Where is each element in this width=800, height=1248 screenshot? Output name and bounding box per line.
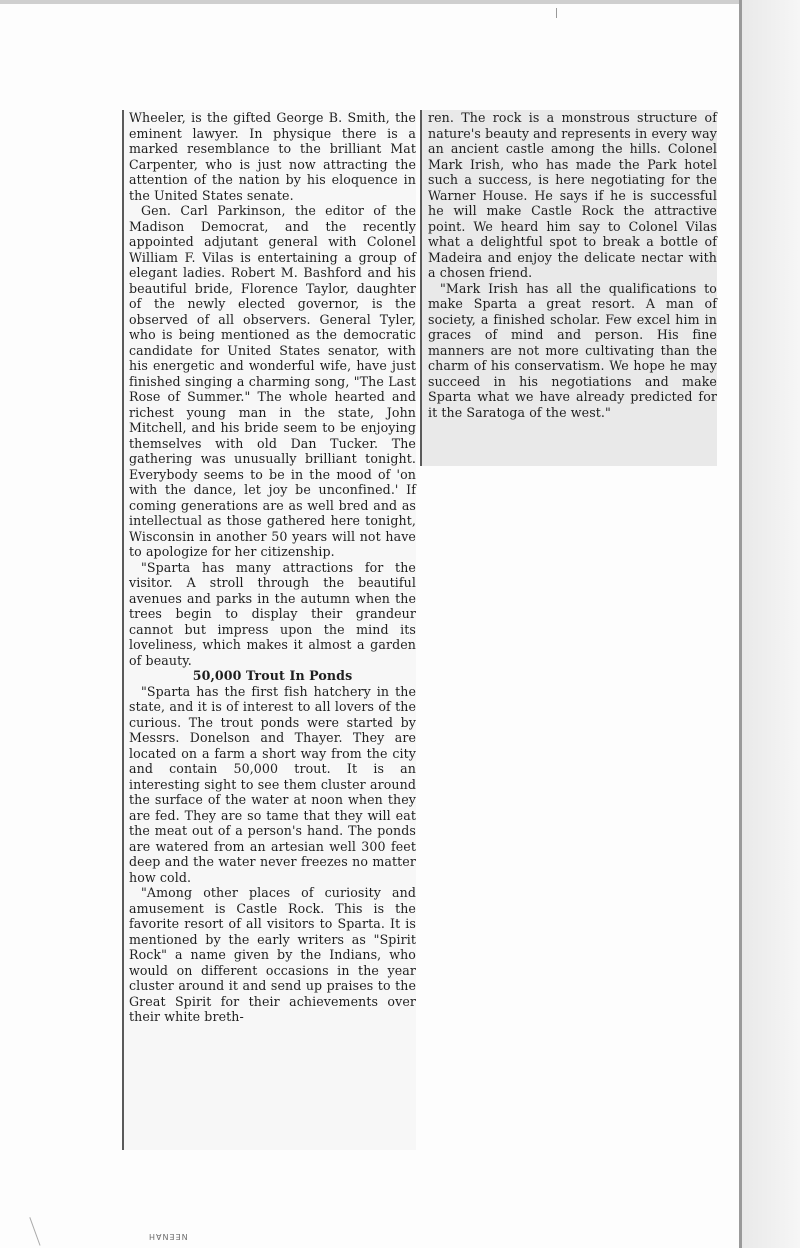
backing-sheet <box>742 0 800 1248</box>
paragraph: "Mark Irish has all the qualifications to make Sparta a great resort. A man of society, a finished scholar. Few excel him in graces of mind and person. His fine manners are not more cultivating than the charm of his conservatism. We hope he may succeed in his negotiations and make Sparta what we have already predicted for it the Saratoga of the west." <box>428 280 717 420</box>
subheading: 50,000 Trout In Ponds <box>192 668 353 683</box>
newspaper-clipping <box>122 110 717 1150</box>
paragraph: "Among other places of curiosity and amusement is Castle Rock. This is the favorite resort of all visitors to Sparta. It is mentioned by the early writers as "Spirit Rock" a name given by the Indians, who would on different occasions in the year cluster around it and send up praises to the Great Spirit for their achievements over their white breth- <box>129 885 416 1024</box>
paragraph: "Sparta has the first fish hatchery in the state, and it is of interest to all lovers of the curious. The trout ponds were started by Messrs. Donelson and Thayer. They are located on a farm a short way from the city and contain 50,000 trout. It is an interesting sight to see them cluster around the surface of the water at noon when they are fed. They are so tame that they will eat the meat out of a person's hand. The ponds are watered from an artesian well 300 feet deep and the water never freezes no matter how cold. <box>129 683 416 885</box>
page-top-edge <box>0 0 742 4</box>
paragraph: Wheeler, is the gifted George B. Smith, the eminent lawyer. In physique there is a marked resemblance to the brilliant Mat Carpenter, who is just now attracting the attention of the nation by his eloquence in the United States senate. <box>129 110 416 203</box>
paragraph: "Sparta has many attractions for the visitor. A stroll through the beautiful avenues and parks in the autumn when the trees begin to display their grandeur cannot but impress upon the mind its loveliness, which makes it almost a garden of beauty. <box>129 559 416 668</box>
right-column <box>420 110 717 466</box>
paragraph: ren. The rock is a monstrous structure of nature's beauty and represents in every way an ancient castle among the hills. Colonel Mark Irish, who has made the Park hotel such a success, is here negotiating for the Warner House. He says if he is successful he will make Castle Rock the attractive point. We heard him say to Colonel Vilas what a delightful spot to break a bottle of Madeira and enjoy the delicate nectar with a chosen friend. <box>428 110 717 280</box>
paragraph: Gen. Carl Parkinson, the editor of the Madison Democrat, and the recently appointed adjutant general with Colonel William F. Vilas is entertaining a group of elegant ladies. Robert M. Bashford and his beautiful bride, Florence Taylor, daughter of the newly elected governor, is the observed of all observers. General Tyler, who is being mentioned as the democratic candidate for United States senator, with his energetic and wonderful wife, have just finished singing a charming song, "The Last Rose of Summer." The whole hearted and richest young man in the state, John Mitchell, and his bride seem to be enjoying themselves with old Dan Tucker. The gathering was unusually brilliant tonight. Everybody seems to be in the mood of 'on with the dance, let joy be unconfined.' If coming generations are as well bred and as intellectual as those gathered here tonight, Wisconsin in another 50 years will not have to apologize for her citizenship. <box>129 203 416 559</box>
paper-watermark: NEENAH <box>148 1232 188 1241</box>
corner-scratch <box>29 1212 53 1245</box>
left-column <box>122 110 416 1150</box>
scan-mark <box>556 8 561 18</box>
